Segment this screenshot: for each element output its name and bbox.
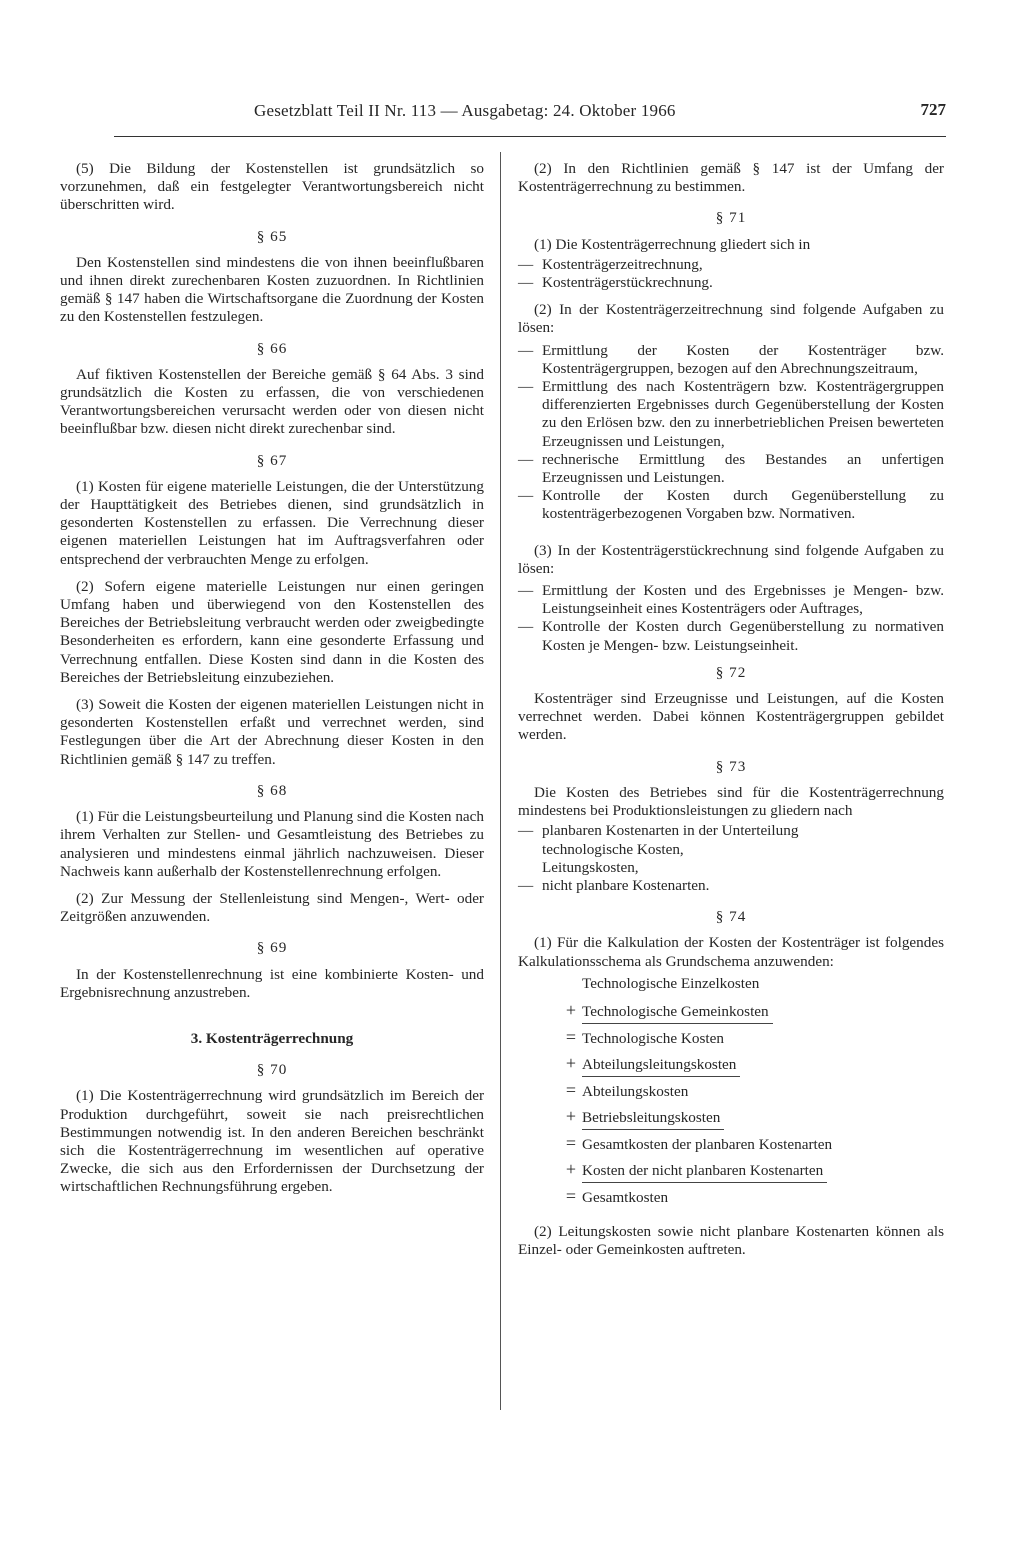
scheme-row: = Gesamtkosten: [565, 1185, 669, 1206]
section-67-heading: § 67: [256, 451, 288, 469]
right-column: [518, 160, 944, 1269]
list-item: — Ermittlung der Kosten der Kostenträger bzw. Kostenträgergruppen, bezogen auf den Abrechnungszeitraum,: [518, 341, 944, 377]
list-71-2: [518, 342, 944, 524]
list-73: [518, 822, 944, 895]
section-74-heading: § 74: [715, 908, 747, 926]
paragraph-70-2: (2) In den Richtlinien gemäß § 147 ist der Umfang der Kostenträgerrechnung zu bestimmen.: [518, 160, 944, 196]
scheme-row: + Abteilungsleitungskosten: [560, 1052, 944, 1079]
paragraph-68-2: (2) Zur Messung der Stellenleistung sind Mengen-, Wert- oder Zeitgrößen anzuwenden.: [60, 889, 484, 926]
section-71-heading: § 71: [715, 209, 747, 227]
paragraph-71-2: (2) In der Kostenträgerzeitrechnung sind folgende Aufgaben zu lösen:: [518, 301, 944, 337]
paragraph-65: Den Kostenstellen sind mindestens die von ihnen beeinflußbaren und ihnen direkt zurechenbaren Kosten zuzuordnen. In Richtlinien gemäß § 147 haben die Wirtschaftsorgane die Zuordnung der Kosten zu den Kostenstellen festzulegen.: [60, 253, 484, 326]
paragraph-66: Auf fiktiven Kostenstellen der Bereiche gemäß § 64 Abs. 3 sind grundsätzlich die Kosten zu erfassen, die von verschiedenen Verantwortungsbereichen verursacht werden oder von diesen nicht beeinflußbar bzw. diesen nicht direkt zurechenbar sind.: [60, 365, 484, 438]
list-item: — Ermittlung des nach Kostenträgern bzw. Kostenträgergruppen differenzierten Ergebnisses durch Gegenüberstellung der Kosten zu den Erlösen bzw. den zu innerbetrieblichen Preisen bewerteten Erzeugnissen und Leistungen,: [518, 378, 944, 450]
section-72-heading: § 72: [715, 663, 747, 681]
gazette-title: Gesetzblatt Teil II Nr. 113 — Ausgabetag: 24. Oktober 1966: [254, 101, 676, 120]
paragraph-67-1: (1) Kosten für eigene materielle Leistungen, die der Unterstützung der Haupttätigkeit des Betriebes dienen, sind grundsätzlich in gesonderten Kostenstellen zu erfassen. Die Verrechnung dieser eigenen materiellen Leistungen hat im Auftragsverfahren oder entsprechend der verbrauchten Menge zu erfolgen.: [60, 477, 484, 568]
paragraph-67-2: (2) Sofern eigene materielle Leistungen nur einen geringen Umfang haben und überwiegend von den Kostenstellen des Bereiches der Betriebsleitung verbraucht werden oder zweigbedingte Besonderheiten es erfordern, kann eine gesonderte Erfassung und Verrechnung entfallen. Diese Kosten sind dann in die Kosten des Bereiches der Betriebsleitung einzubeziehen.: [60, 577, 484, 686]
list-71-3: [518, 582, 944, 655]
scheme-row: = Abteilungskosten: [565, 1079, 689, 1100]
paragraph-70-1: (1) Die Kostenträgerrechnung wird grundsätzlich im Bereich der Produktion durchgeführt, soweit sie nach preisrechtlichen Bestimmungen notwendig ist. In den anderen Bereichen beschränkt sich die Kostenträgerrechnung im wesentlichen auf operative Zwecke, die sich aus den Erfordernissen der Durchsetzung der wirtschaftlichen Rechnungsführung ergeben.: [60, 1087, 484, 1196]
list-71-1: [518, 256, 944, 292]
paragraph-73: Die Kosten des Betriebes sind für die Kostenträgerrechnung mindestens bei Produktionsleistungen zu gliedern nach: [518, 783, 944, 820]
paragraph-64-5: (5) Die Bildung der Kostenstellen ist grundsätzlich so vorzunehmen, daß ein festgelegter Verantwortungsbereich nicht überschritten wird.: [60, 160, 484, 214]
list-subitem: technologische Kosten,: [542, 840, 684, 858]
list-item: — Kostenträgerstückrechnung.: [518, 274, 713, 292]
list-item: — planbaren Kostenarten in der Unterteilung: [518, 822, 799, 840]
scheme-row: + Technologische Gemeinkosten: [560, 999, 944, 1026]
paragraph-74-2: (2) Leitungskosten sowie nicht planbare Kostenarten können als Einzel- oder Gemeinkosten auftreten.: [518, 1223, 944, 1259]
paragraph-68-1: (1) Für die Leistungsbeurteilung und Planung sind die Kosten nach ihrem Verhalten zur Stellen- und Gesamtleistung des Betriebes zu analysieren und mindestens einmal jährlich nachzuweisen. Dieser Nachweis kann außerhalb der Kostenstellenrechnung erfolgen.: [60, 808, 484, 880]
paragraph-71-1: (1) Die Kostenträgerrechnung gliedert sich in: [534, 235, 811, 253]
list-item: — Kontrolle der Kosten durch Gegenüberstellung zu kostenträgerbezogenen Vorgaben bzw. Normativen.: [518, 487, 944, 523]
paragraph-71-3: (3) In der Kostenträgerstückrechnung sind folgende Aufgaben zu lösen:: [518, 541, 944, 577]
calculation-scheme: [560, 973, 944, 1212]
section-68-heading: § 68: [256, 781, 288, 799]
scheme-row: + Betriebsleitungskosten: [560, 1105, 944, 1132]
scheme-row: Technologische Einzelkosten: [582, 974, 760, 992]
scheme-row: + Kosten der nicht planbaren Kostenarten: [560, 1158, 944, 1185]
paragraph-72: Kostenträger sind Erzeugnisse und Leistungen, auf die Kosten verrechnet werden. Dabei können Kostenträgergruppen gebildet werden.: [518, 690, 944, 744]
list-item: — Kostenträgerzeitrechnung,: [518, 255, 703, 273]
list-item: — Kontrolle der Kosten durch Gegenüberstellung zu normativen Kosten je Mengen- bzw. Leistungseinheit.: [518, 618, 944, 654]
section-70-heading: § 70: [256, 1061, 288, 1079]
paragraph-69: In der Kostenstellenrechnung ist eine kombinierte Kosten- und Ergebnisrechnung anzustreben.: [60, 965, 484, 1001]
list-item: — Ermittlung der Kosten und des Ergebnisses je Mengen- bzw. Leistungseinheit eines Kostenträgers oder Auftrages,: [518, 582, 944, 618]
list-subitem: Leitungskosten,: [542, 858, 639, 876]
section-73-heading: § 73: [715, 757, 747, 775]
column-divider: [500, 152, 501, 1410]
list-item: — nicht planbare Kostenarten.: [518, 876, 710, 894]
scheme-row: = Technologische Kosten: [565, 1026, 724, 1047]
page-header: [114, 98, 946, 137]
paragraph-74-1: (1) Für die Kalkulation der Kosten der Kostenträger ist folgendes Kalkulationsschema als Grundschema anzuwenden:: [518, 934, 944, 970]
chapter-heading: 3. Kostenträgerrechnung: [190, 1029, 354, 1047]
section-65-heading: § 65: [256, 227, 288, 245]
section-69-heading: § 69: [256, 939, 288, 957]
list-item: — rechnerische Ermittlung des Bestandes an unfertigen Erzeugnissen und Leistungen.: [518, 450, 944, 487]
scheme-row: = Gesamtkosten der planbaren Kostenarten: [565, 1132, 833, 1153]
paragraph-67-3: (3) Soweit die Kosten der eigenen materiellen Leistungen nicht in gesonderten Kostenstellen erfaßt und verrechnet werden, sind Festlegungen über die Art der Abrechnung dieser Kosten in den Richtlinien gemäß § 147 zu treffen.: [60, 696, 484, 768]
section-66-heading: § 66: [256, 339, 288, 357]
page-number: 727: [920, 100, 946, 119]
left-column: [60, 160, 484, 1206]
